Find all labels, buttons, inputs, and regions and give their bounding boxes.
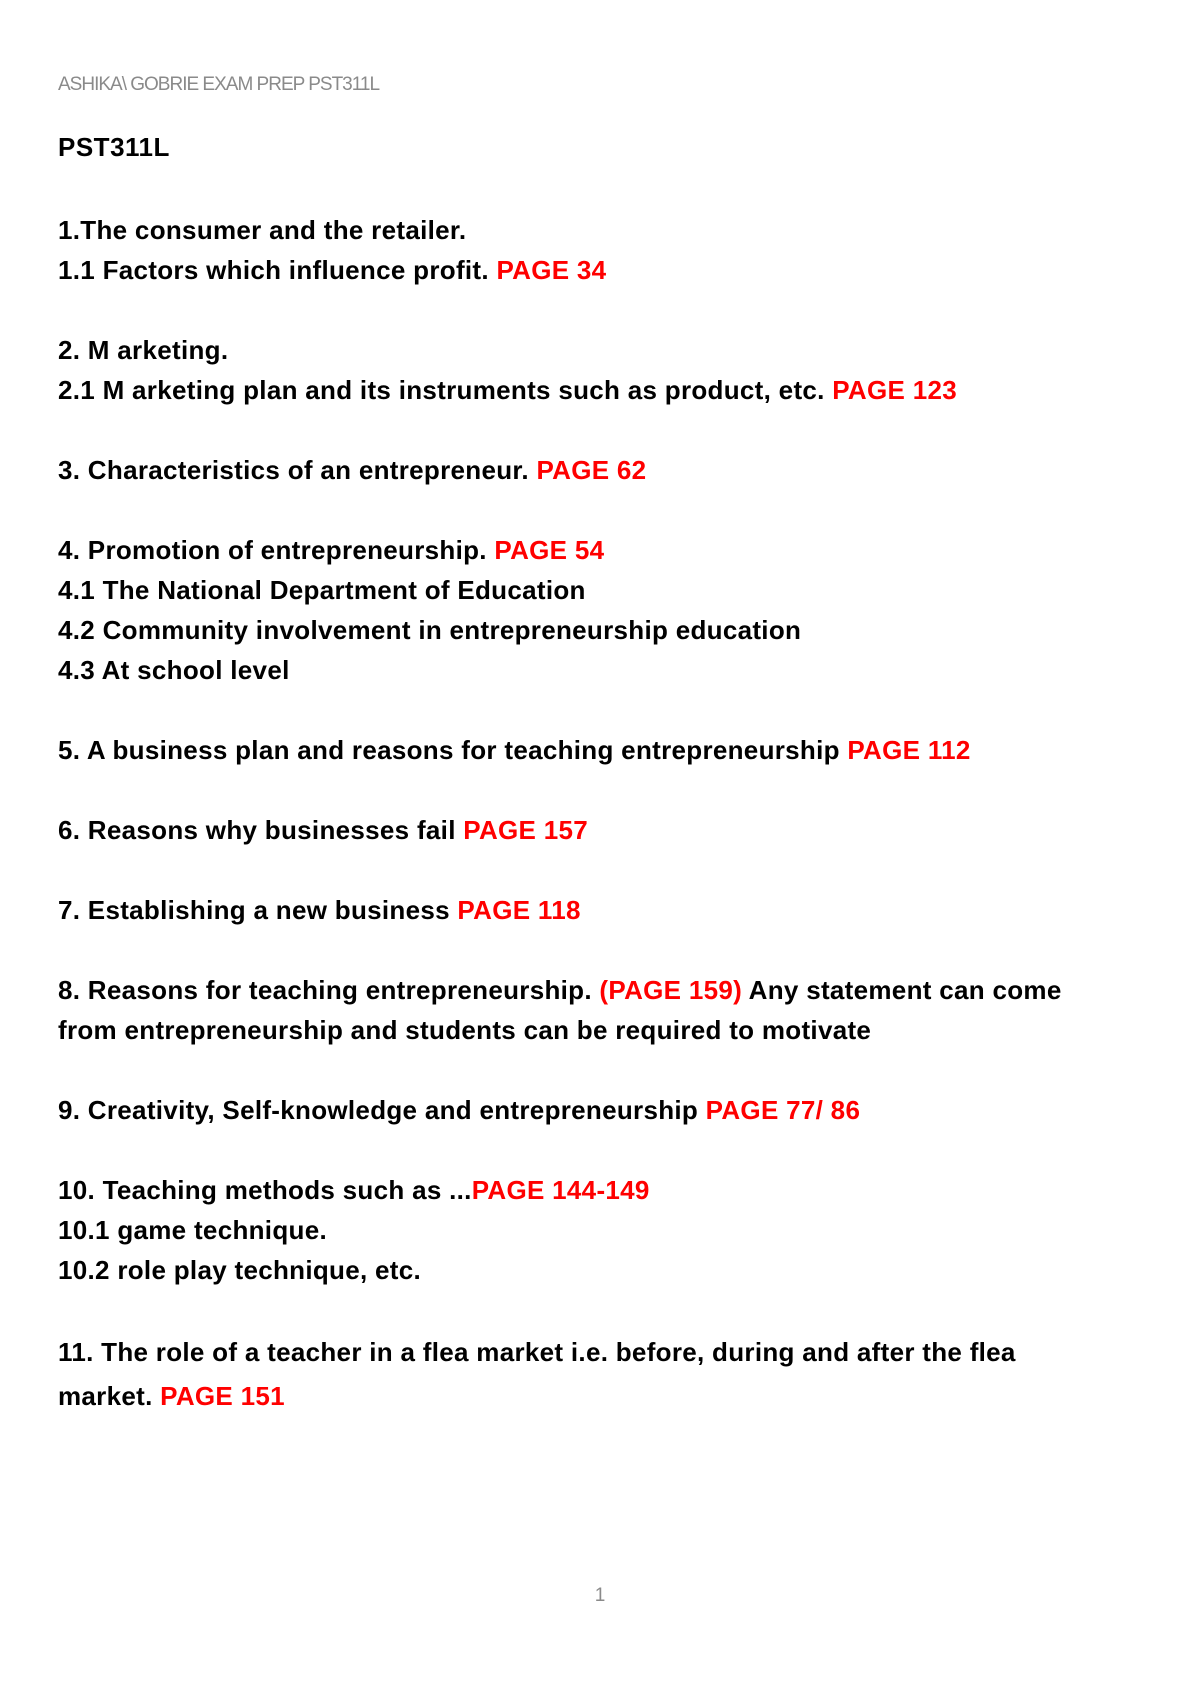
section-8-note-end: from entrepreneurship and students can be required to motivate [58, 1015, 872, 1045]
section-5-page-ref: PAGE 112 [847, 735, 971, 765]
section-11-text: market. [58, 1381, 161, 1411]
section-9 [58, 1090, 1148, 1130]
section-4-page-ref: PAGE 54 [494, 535, 605, 565]
section-11-line-2 [58, 1374, 1148, 1418]
section-2-1-text: 2.1 M arketing plan and its instruments such as product, etc. [58, 375, 833, 405]
section-4 [58, 530, 1148, 570]
section-4-text: 4. Promotion of entrepreneurship. [58, 535, 495, 565]
section-8-note-start: Any statement can come [742, 975, 1062, 1005]
section-2-1-page-ref: PAGE 123 [832, 375, 957, 405]
section-10-2: 10.2 role play technique, etc. [58, 1255, 422, 1285]
section-5-text: 5. A business plan and reasons for teaching entrepreneurship [58, 735, 848, 765]
section-5 [58, 730, 1148, 770]
section-10-page-ref: PAGE 144-149 [471, 1175, 650, 1205]
page-number: 1 [594, 1585, 606, 1606]
section-1-title: 1.The consumer and the retailer. [58, 215, 467, 245]
section-9-page-ref: PAGE 77/ 86 [705, 1095, 861, 1125]
page-header: ASHIKA\ GOBRIE EXAM PREP PST311L [58, 74, 380, 95]
section-4-2: 4.2 Community involvement in entrepreneurship education [58, 615, 802, 645]
section-3-page-ref: PAGE 62 [536, 455, 647, 485]
section-8 [58, 970, 1148, 1010]
document-title: PST311L [58, 132, 170, 162]
section-10 [58, 1170, 1148, 1210]
section-11-line-1: 11. The role of a teacher in a flea market i.e. before, during and after the flea [58, 1337, 1016, 1367]
section-3-text: 3. Characteristics of an entrepreneur. [58, 455, 537, 485]
section-10-1: 10.1 game technique. [58, 1215, 327, 1245]
section-7-page-ref: PAGE 118 [457, 895, 581, 925]
section-7 [58, 890, 1148, 930]
document-body [58, 210, 1148, 1418]
section-6-text: 6. Reasons why businesses fail [58, 815, 464, 845]
section-6-page-ref: PAGE 157 [463, 815, 589, 845]
section-8-page-ref: (PAGE 159) [599, 975, 743, 1005]
section-4-1: 4.1 The National Department of Education [58, 575, 586, 605]
section-9-text: 9. Creativity, Self-knowledge and entrepreneurship [58, 1095, 706, 1125]
section-7-text: 7. Establishing a new business [58, 895, 458, 925]
section-1-1-page-ref: PAGE 34 [496, 255, 607, 285]
section-6 [58, 810, 1148, 850]
section-3 [58, 450, 1148, 490]
section-10-text: 10. Teaching methods such as ... [58, 1175, 472, 1205]
section-2-title: 2. M arketing. [58, 335, 229, 365]
section-4-3: 4.3 At school level [58, 655, 290, 685]
section-11-page-ref: PAGE 151 [160, 1381, 285, 1411]
section-1-1-text: 1.1 Factors which influence profit. [58, 255, 497, 285]
section-2-1 [58, 370, 1148, 410]
section-1-1 [58, 250, 1148, 290]
section-8-text: 8. Reasons for teaching entrepreneurship. [58, 975, 600, 1005]
